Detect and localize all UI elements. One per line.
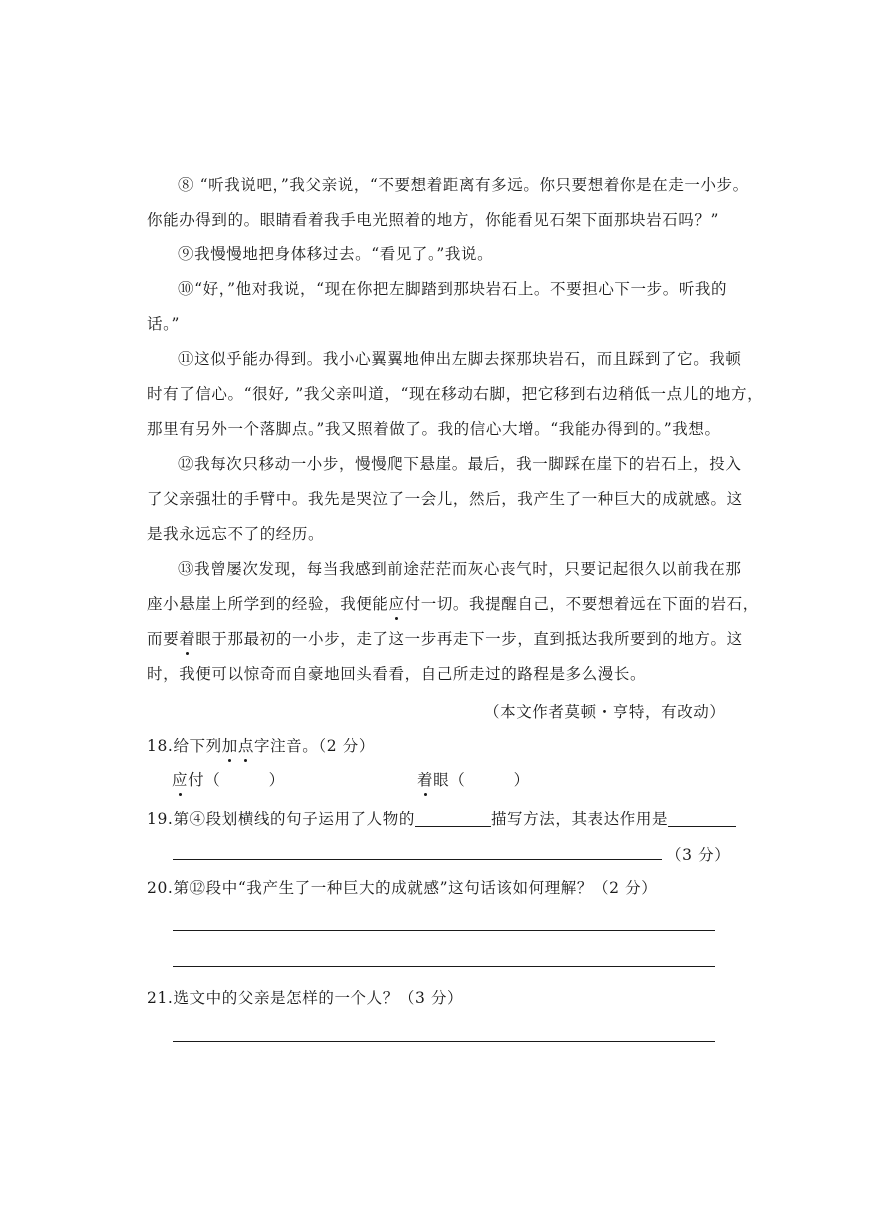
- q18-part-b: 字注音。（2 分）: [253, 737, 375, 755]
- q18-part-a: 18.给下列: [147, 737, 222, 755]
- p13-line2-part-b: 付一切。我提醒自己，不要想着远在下面的岩石，: [404, 595, 759, 613]
- question-19: [147, 809, 722, 829]
- q19-score: （3 分）: [666, 846, 731, 864]
- q18-item-2-blank: 眼（ ）: [433, 771, 530, 789]
- p13-line2-part-a: 座小悬崖上所学到的经验，我便能: [147, 595, 389, 613]
- passage-p11-line1: ⑪这似乎能办得到。我小心翼翼地伸出左脚去探那块岩石，而且踩到了它。我顿: [178, 350, 742, 368]
- question-21: 21.选文中的父亲是怎样的一个人？（3 分）: [147, 989, 464, 1007]
- passage-p8-line1: ⑧ “听我说吧，”我父亲说，“不要想着距离有多远。你只要想着你是在走一小步。: [178, 176, 749, 194]
- p13-line3-part-a: 而要: [147, 630, 180, 648]
- q18-item-1[interactable]: [172, 770, 372, 790]
- q19-blank-1[interactable]: [415, 810, 491, 827]
- passage-p13-line4: 时，我便可以惊奇而自豪地回头看看，自己所走过的路程是多么漫长。: [147, 665, 647, 683]
- passage-p13-line1: ⑬我曾屡次发现，每当我感到前途茫茫而灰心丧气时，只要记起很久以前我在那: [178, 560, 742, 578]
- passage-p11-line2: 时有了信心。“很好, ”我父亲叫道，“现在移动右脚，把它移到右边稍低一点儿的地方，: [147, 385, 764, 403]
- passage-p8-line2: 你能办得到的。眼睛看着我手电光照着的地方，你能看见石架下面那块岩石吗？”: [147, 211, 720, 229]
- q20-answer-line-2[interactable]: [173, 966, 715, 967]
- dotted-char: 应: [172, 771, 189, 789]
- passage-p13-line2: [147, 594, 759, 614]
- passage-p10-line1: ⑩“好，”他对我说，“现在你把左脚踏到那块岩石上。不要担心下一步。听我的: [178, 280, 728, 298]
- passage-p12-line3: 是我永远忘不了的经历。: [147, 525, 325, 543]
- question-20: 20.第⑫段中“我产生了一种巨大的成就感”这句话该如何理解？（2 分）: [147, 879, 658, 897]
- dotted-char: 应: [388, 595, 405, 613]
- passage-source: （本文作者莫顿・亨特，有改动）: [484, 703, 726, 721]
- q21-answer-line[interactable]: [173, 1041, 715, 1042]
- dotted-char: 着: [179, 630, 196, 648]
- q20-answer-line-1[interactable]: [173, 930, 715, 931]
- dotted-char: 着: [417, 771, 434, 789]
- dotted-char: 点: [237, 737, 254, 755]
- passage-p11-line3: 那里有另外一个落脚点。”我又照着做了。我的信心大增。“我能办得到的。”我想。: [147, 420, 721, 438]
- question-18: [147, 736, 722, 756]
- q19-part-a: 19.第④段划横线的句子运用了人物的: [147, 810, 415, 828]
- q18-item-2[interactable]: [417, 770, 617, 790]
- passage-p13-line3: [147, 629, 743, 649]
- dotted-char: 加: [221, 737, 238, 755]
- passage-p9-line1: ⑨我慢慢地把身体移过去。“看见了。”我说。: [178, 245, 494, 263]
- q18-item-1-blank: 付（ ）: [188, 771, 285, 789]
- q19-part-b: 描写方法，其表达作用是: [490, 810, 669, 828]
- passage-p12-line1: ⑫我每次只移动一小步，慢慢爬下悬崖。最后，我一脚踩在崖下的岩石上，投入: [178, 455, 742, 473]
- passage-p10-line2: 话。”: [147, 315, 180, 333]
- q19-blank-2[interactable]: [668, 810, 736, 827]
- q19-answer-line[interactable]: [173, 859, 662, 860]
- passage-p12-line2: 了父亲强壮的手臂中。我先是哭泣了一会儿，然后，我产生了一种巨大的成就感。这: [147, 490, 743, 508]
- p13-line3-part-b: 眼于那最初的一小步，走了这一步再走下一步，直到抵达我所要到的地方。这: [195, 630, 743, 648]
